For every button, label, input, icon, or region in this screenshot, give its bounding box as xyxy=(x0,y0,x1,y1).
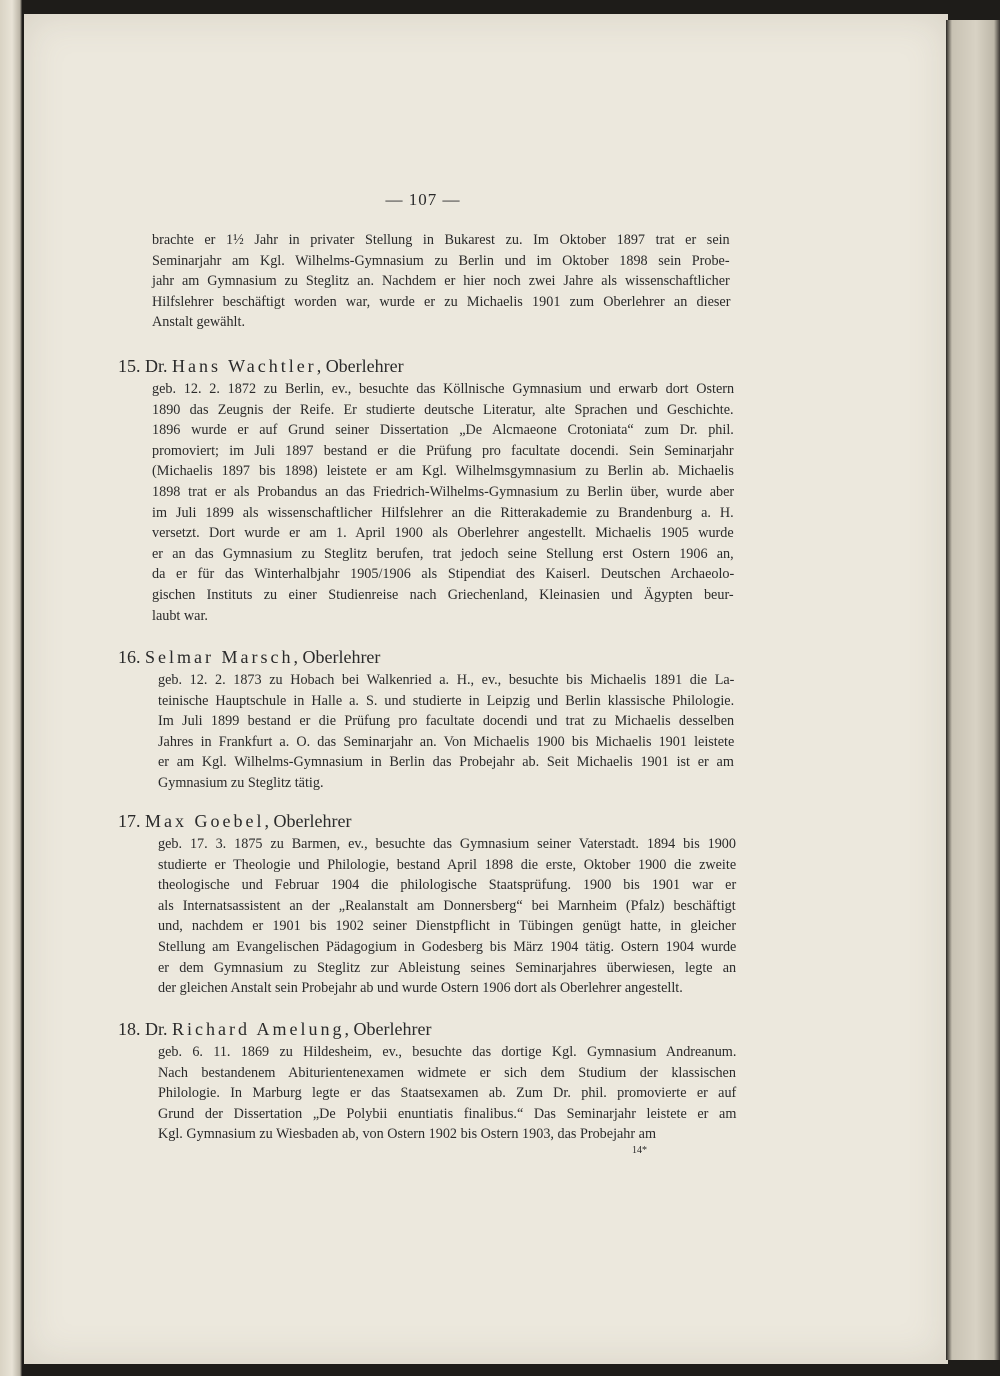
text-line: 1896 wurde er auf Grund seiner Dissertation „De Alcmaeone Crotoniata“ zum Dr. phil. xyxy=(152,422,734,439)
text-line: Jahres in Frankfurt a. O. das Seminarjahr an. Von Michaelis 1900 bis Michaelis 1901 leistete xyxy=(158,733,735,750)
entry-paragraph xyxy=(152,379,734,626)
text-line: teinische Hauptschule in Halle a. S. und studierte in Leipzig und Berlin klassische Philologie. xyxy=(158,692,735,709)
text-line: geb. 6. 11. 1869 zu Hildesheim, ev., besuchte das dortige Kgl. Gymnasium Andreanum. xyxy=(158,1044,737,1060)
entry-number: 16. xyxy=(118,647,141,667)
text-line: geb. 12. 2. 1873 zu Hobach bei Walkenried a. H., ev., besuchte bis Michaelis 1891 die La- xyxy=(158,672,735,688)
page-number: — 107 — xyxy=(385,190,461,209)
text-line: Gymnasium zu Steglitz tätig. xyxy=(158,774,324,791)
text-line: promoviert; im Juli 1897 bestand er die Prüfung pro facultate docendi. Sein Seminarjahr xyxy=(152,442,734,459)
entry-name: Max Goebel xyxy=(145,811,265,831)
text-line: gischen Instituts zu einer Studienreise nach Griechenland, Kleinasien und Ägypten beur- xyxy=(152,586,734,603)
entry-prefix: Dr. xyxy=(145,356,168,376)
text-line: geb. 12. 2. 1872 zu Berlin, ev., besuchte das Köllnische Gymnasium und erwarb dort Ostern xyxy=(152,381,735,397)
text-line: versetzt. Dort wurde er am 1. April 1900 als Oberlehrer angestellt. Michaelis 1905 wurde xyxy=(152,525,734,542)
text-line: jahr am Gymnasium zu Steglitz an. Nachdem er hier noch zwei Jahre als wissenschaftlicher xyxy=(152,273,730,290)
text-line: er am Kgl. Wilhelms-Gymnasium in Berlin das Probejahr ab. Seit Michaelis 1901 ist er am xyxy=(158,754,734,771)
text-line: 1890 das Zeugnis der Reife. Er studierte deutsche Literatur, alte Sprachen und Geschichte. xyxy=(152,401,734,418)
text-line: theologische und Februar 1904 die philologische Staatsprüfung. 1900 bis 1901 war er xyxy=(158,877,737,894)
text-line: Kgl. Gymnasium zu Wiesbaden ab, von Ostern 1902 bis Ostern 1903, das Probejahr am xyxy=(158,1126,657,1143)
text-line: im Juli 1899 als wissenschaftlicher Hilfslehrer an die Ritterakademie zu Brandenburg a. H. xyxy=(152,504,734,521)
entry-role: , Oberlehrer xyxy=(316,356,404,376)
entry-prefix: Dr. xyxy=(145,1019,168,1039)
text-line: studierte er Theologie und Philologie, bestand April 1898 die erste, Oktober 1900 die zweite xyxy=(158,856,737,873)
text-line: Im Juli 1899 bestand er die Prüfung pro facultate docendi und trat zu Michaelis desselben xyxy=(158,713,735,730)
text-line: er an das Gymnasium zu Steglitz berufen, trat jedoch seine Stellung erst Ostern 1906 an, xyxy=(152,545,734,562)
entry-role: , Oberlehrer xyxy=(344,1019,432,1039)
signature-mark: 14* xyxy=(632,1145,647,1156)
text-line: laubt war. xyxy=(152,607,208,624)
text-line: geb. 17. 3. 1875 zu Barmen, ev., besuchte das Gymnasium seiner Vaterstadt. 1894 bis 1900 xyxy=(158,836,736,852)
text-line: und, nachdem er 1901 bis 1902 seiner Dienstpflicht in Tübingen genügt hatte, in gleicher xyxy=(158,918,737,935)
entry-heading xyxy=(118,1018,431,1040)
text-line: (Michaelis 1897 bis 1898) leistete er am Kgl. Wilhelmsgymnasium zu Berlin ab. Michaelis xyxy=(152,463,734,480)
text-line: als Internatsassistent an der „Realanstalt am Donnersberg“ bei Marnheim (Pfalz) beschäftigt xyxy=(158,897,736,914)
entry-number: 17. xyxy=(118,811,141,831)
text-line: Philologie. In Marburg legte er das Staatsexamen ab. Zum Dr. phil. promovierte er auf xyxy=(158,1085,737,1102)
entry-role: , Oberlehrer xyxy=(293,647,381,667)
text-line: Anstalt gewählt. xyxy=(152,314,245,331)
text-line: Seminarjahr am Kgl. Wilhelms-Gymnasium zu Berlin und im Oktober 1898 sein Probe- xyxy=(152,252,730,269)
intro-paragraph xyxy=(152,230,730,333)
entry-paragraph xyxy=(158,834,736,999)
text-line: Hilfslehrer beschäftigt worden war, wurde er zu Michaelis 1901 zum Oberlehrer an dieser xyxy=(152,293,731,310)
entry-heading xyxy=(118,810,351,832)
text-line: brachte er 1½ Jahr in privater Stellung in Bukarest zu. Im Oktober 1897 trat er sein xyxy=(152,232,730,248)
entry-heading xyxy=(118,646,380,668)
entry-number: 18. xyxy=(118,1019,141,1039)
entry-name: Selmar Marsch xyxy=(145,647,294,667)
text-line: 1898 trat er als Probandus an das Friedrich-Wilhelms-Gymnasium zu Berlin über, wurde aber xyxy=(152,483,735,500)
entry-paragraph xyxy=(158,1042,736,1145)
entry-name: Richard Amelung xyxy=(172,1019,345,1039)
text-line: Grund der Dissertation „De Polybii enuntiatis finalibus.“ Das Seminarjahr leistete er am xyxy=(158,1105,737,1122)
entry-paragraph xyxy=(158,670,734,794)
text-line: Nach bestandenem Abiturientenexamen widmete er sich dem Studium der klassischen xyxy=(158,1064,736,1081)
text-line: der gleichen Anstalt sein Probejahr ab und wurde Ostern 1906 dort als Oberlehrer angestellt. xyxy=(158,980,683,997)
entry-name: Hans Wachtler xyxy=(172,356,317,376)
entry-heading xyxy=(118,355,404,377)
text-line: da er für das Winterhalbjahr 1905/1906 als Stipendiat des Kaiserl. Deutschen Archaeolo- xyxy=(152,566,735,583)
text-line: Stellung am Evangelischen Pädagogium in Godesberg bis März 1904 tätig. Ostern 1904 wurde xyxy=(158,938,737,955)
entry-number: 15. xyxy=(118,356,141,376)
entry-role: , Oberlehrer xyxy=(264,811,352,831)
text-line: er dem Gymnasium zu Steglitz zur Ableistung seines Seminarjahres überwiesen, legte an xyxy=(158,959,737,976)
